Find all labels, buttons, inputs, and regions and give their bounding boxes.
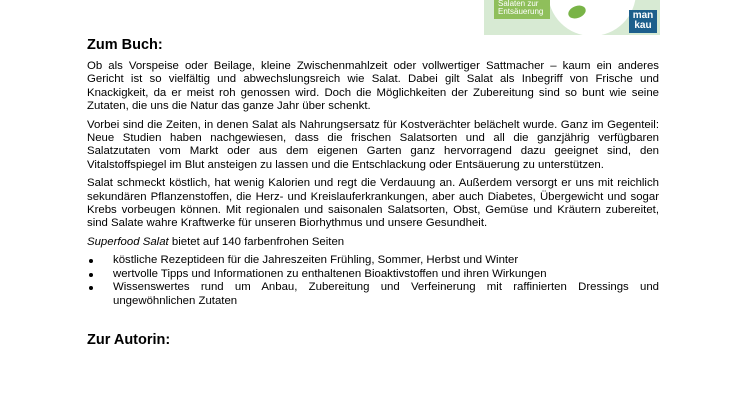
- book-paragraph-1: Ob als Vorspeise oder Beilage, kleine Zwischenmahlzeit oder vollwertiger Sattmacher – kaum ein anderes Gericht ist so vielfältig und abwechslungsreich wie Salat. Dabei gilt Salat als Inbegriff von Frische und Knackigkeit, da er meist roh genossen wird. Doch die Möglichkeiten der Zubereitung sind so bunt wie seine Zutaten, die uns die Natur das ganze Jahr über schenkt.: [87, 60, 659, 113]
- feature-list: [87, 254, 659, 308]
- document-body: [87, 37, 659, 355]
- cover-plate-graphic: [548, 0, 636, 35]
- feature-list-item: Wissenswertes rund um Anbau, Zubereitung und Verfeinerung mit raffinierten Dressings und ungewöhnlichen Zutaten: [87, 281, 659, 308]
- publisher-logo: man kau: [629, 10, 657, 33]
- book-intro-line: [87, 236, 659, 249]
- feature-list-item: wertvolle Tipps und Informationen zu enthaltenen Bioaktivstoffen und ihren Wirkungen: [87, 268, 659, 281]
- book-paragraph-2: Vorbei sind die Zeiten, in denen Salat als Nahrungsersatz für Kostverächter belächelt wurde. Ganz im Gegenteil: Neue Studien haben nachgewiesen, dass die frischen Salatsorten und all die ganzjährig verfügbaren Salatzutaten vom Markt oder aus dem eigenen Garten ganz hervorragend dazu geeignet sind, den Vitalstoffspiegel im Blut ansteigen zu lassen und die Entschlackung oder Entsäuerung zu unterstützen.: [87, 118, 659, 171]
- book-heading: Zum Buch:: [87, 37, 163, 53]
- book-intro-rest: bietet auf 140 farbenfrohen Seiten: [168, 235, 345, 248]
- book-paragraph-3: Salat schmeckt köstlich, hat wenig Kalorien und regt die Verdauung an. Außerdem versorgt er uns mit reichlich sekundären Pflanzenstoffen, die Herz- und Kreislauferkrankungen, aber auch Diabetes, Übergewicht und sogar Krebs vorbeugen können. Mit regionalen und saisonalen Salatsorten, Obst, Gemüse und Kräutern zubereitet, sind Salate wahre Kraftwerke für unseren Biorhythmus und unsere Gesundheit.: [87, 177, 659, 230]
- cover-tag: Salaten zur Entsäuerung: [494, 0, 550, 19]
- book-title-italic: Superfood Salat: [87, 235, 169, 248]
- book-cover-thumbnail: [484, 0, 660, 35]
- author-heading: Zur Autorin:: [87, 331, 171, 348]
- feature-list-item: köstliche Rezeptideen für die Jahreszeiten Frühling, Sommer, Herbst und Winter: [87, 254, 659, 267]
